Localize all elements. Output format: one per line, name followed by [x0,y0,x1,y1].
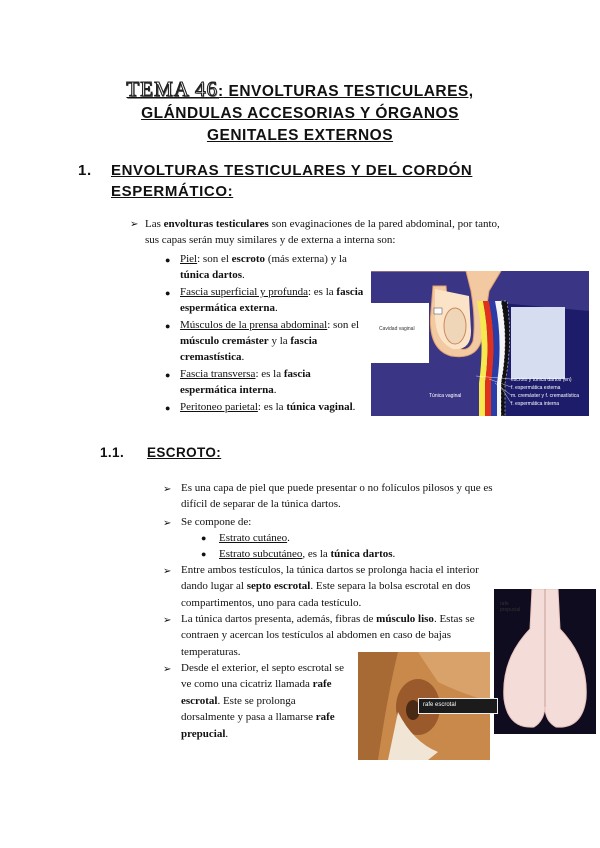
page-title [60,78,540,147]
arrow-bullet-icon: ➢ [163,566,172,577]
arrow-bullet-icon: ➢ [163,518,172,529]
item-term: Músculos de la prensa abdominal [180,318,328,331]
raphe-prepucial-label: rafe prepucial [500,601,521,613]
list-item [165,251,365,284]
arrow-bullet-icon: ➢ [130,219,139,230]
p4-text: . Estas se contraen y acercan los testículos al abdomen en caso de bajas temperaturas. [181,613,475,658]
diagram-label: m. cremáster y f. cremastística [511,393,580,399]
list-item [165,317,365,366]
intro-paragraph [145,216,515,249]
item-text: . [242,269,245,282]
intro-text-a: Las [145,218,164,230]
sub-item-term: Estrato cutáneo [219,532,288,544]
raphe-drawing [494,589,596,734]
diagram-label: f. espermática externa [511,385,561,391]
paragraph-1: Es una capa de piel que puede presentar o no folículos pilosos y que es difícil de separar de la túnica dartos. [181,482,493,511]
item-bold: túnica vaginal [286,400,353,413]
p5-text: . [225,727,229,740]
p5-text: . Este se prolonga dorsalmente y pasa a llamarse [181,694,316,724]
title-line-1: ENVOLTURAS TESTICULARES, [223,83,474,100]
arrow-bullet-icon: ➢ [163,664,172,675]
arrow-bullet-icon: ➢ [163,484,172,495]
item-text: : son el [197,253,232,265]
intro-text-c: son evaginaciones de la pared abdominal, por tanto, sus capas serán muy similares y de externa a interna son: [145,218,500,247]
raphe-scrotal-label: rafe escrotal [423,702,457,708]
section-1-title: ENVOLTURAS TESTICULARES Y DEL CORDÓN ESPERMÁTICO: [111,162,473,200]
paragraph-3 [181,562,493,611]
bullet-icon: ● [165,369,171,380]
bullet-icon: ● [165,320,171,331]
p5-text: Desde el exterior, el septo escrotal se ve como una cicatriz llamada [181,662,344,691]
item-term: Fascia transversa [180,367,256,380]
diagram-label: f. espermática interna [511,401,560,407]
sub-item-term: Estrato subcutáneo [219,548,303,560]
list-item [165,399,365,415]
item-text: . [275,302,278,315]
tema-number: TEMA 46 [126,77,219,101]
diagram-label: escroto y túnica dartos (en) [511,377,572,383]
item-text: . [273,384,277,397]
bullet-icon: ● [165,255,171,265]
sub-item-end: . [392,548,396,560]
raphe-scrotal-label-box [418,698,498,714]
section-1-number: 1. [78,162,92,179]
envelopes-diagram [371,271,589,416]
item-text: : es la [257,400,287,413]
item-term: Peritoneo parietal [180,400,258,413]
p4-bold: músculo liso [376,613,434,625]
sub-item-bold: túnica dartos [330,548,393,560]
sub-item-2 [219,546,395,562]
list-item [165,366,365,399]
title-line-3: GENITALES EXTERNOS [206,127,394,144]
layers-list [165,251,365,415]
item-term: Fascia superficial y profunda [180,285,308,298]
item-text: y la [268,335,291,348]
item-text: . [352,400,356,413]
item-bold: músculo cremáster [180,335,269,348]
item-bold: fascia espermática externa [180,285,364,315]
arrow-bullet-icon: ➢ [163,615,172,626]
title-separator: : [218,83,224,100]
bullet-icon: ● [165,287,171,298]
bullet-icon: ● [165,402,171,413]
item-bold: fascia espermática interna [180,367,311,397]
bullet-icon: ● [201,533,207,543]
sub-item-end: . [287,532,290,544]
item-text: : es la [307,285,337,298]
title-line-2: GLÁNDULAS ACCESORIAS Y ÓRGANOS [141,105,459,122]
sub-item-text: , es la [302,548,331,560]
paragraph-5 [181,660,351,742]
item-term: Piel [180,253,198,265]
item-text: : es la [255,367,284,380]
section-1-heading [78,160,538,204]
paragraph-2: Se compone de: [181,516,252,528]
p5-bold: rafe escrotal [181,678,332,707]
item-bold: túnica dartos [180,269,243,282]
p4-text: La túnica dartos presenta, además, fibras de [181,613,377,625]
intro-bold: envolturas testiculares [163,218,269,230]
item-text: (más externa) y la [265,253,347,265]
p3-text: . Este separa la bolsa escrotal en dos compartimentos, uno para cada testículo. [181,580,471,609]
sub-item-1 [219,530,290,546]
item-bold: escroto [231,253,266,265]
item-text: . [241,351,245,364]
item-bold: fascia cremastística [180,335,318,364]
diagram-label-cavity: Cavidad vaginal [379,326,415,332]
p3-bold: septo escrotal [246,580,311,593]
diagram-label-vaginal: Túnica vaginal [429,393,462,399]
p5-bold: rafe prepucial [181,711,335,740]
bullet-icon: ● [201,549,207,559]
item-text: : son el [327,318,360,331]
list-item [165,284,365,317]
section-1-1-number: 1.1. [100,445,125,460]
section-1-1-title: ESCROTO: [147,445,222,460]
p3-text: Entre ambos testículos, la túnica dartos se prolonga hacia el interior dando lugar al [181,564,479,593]
